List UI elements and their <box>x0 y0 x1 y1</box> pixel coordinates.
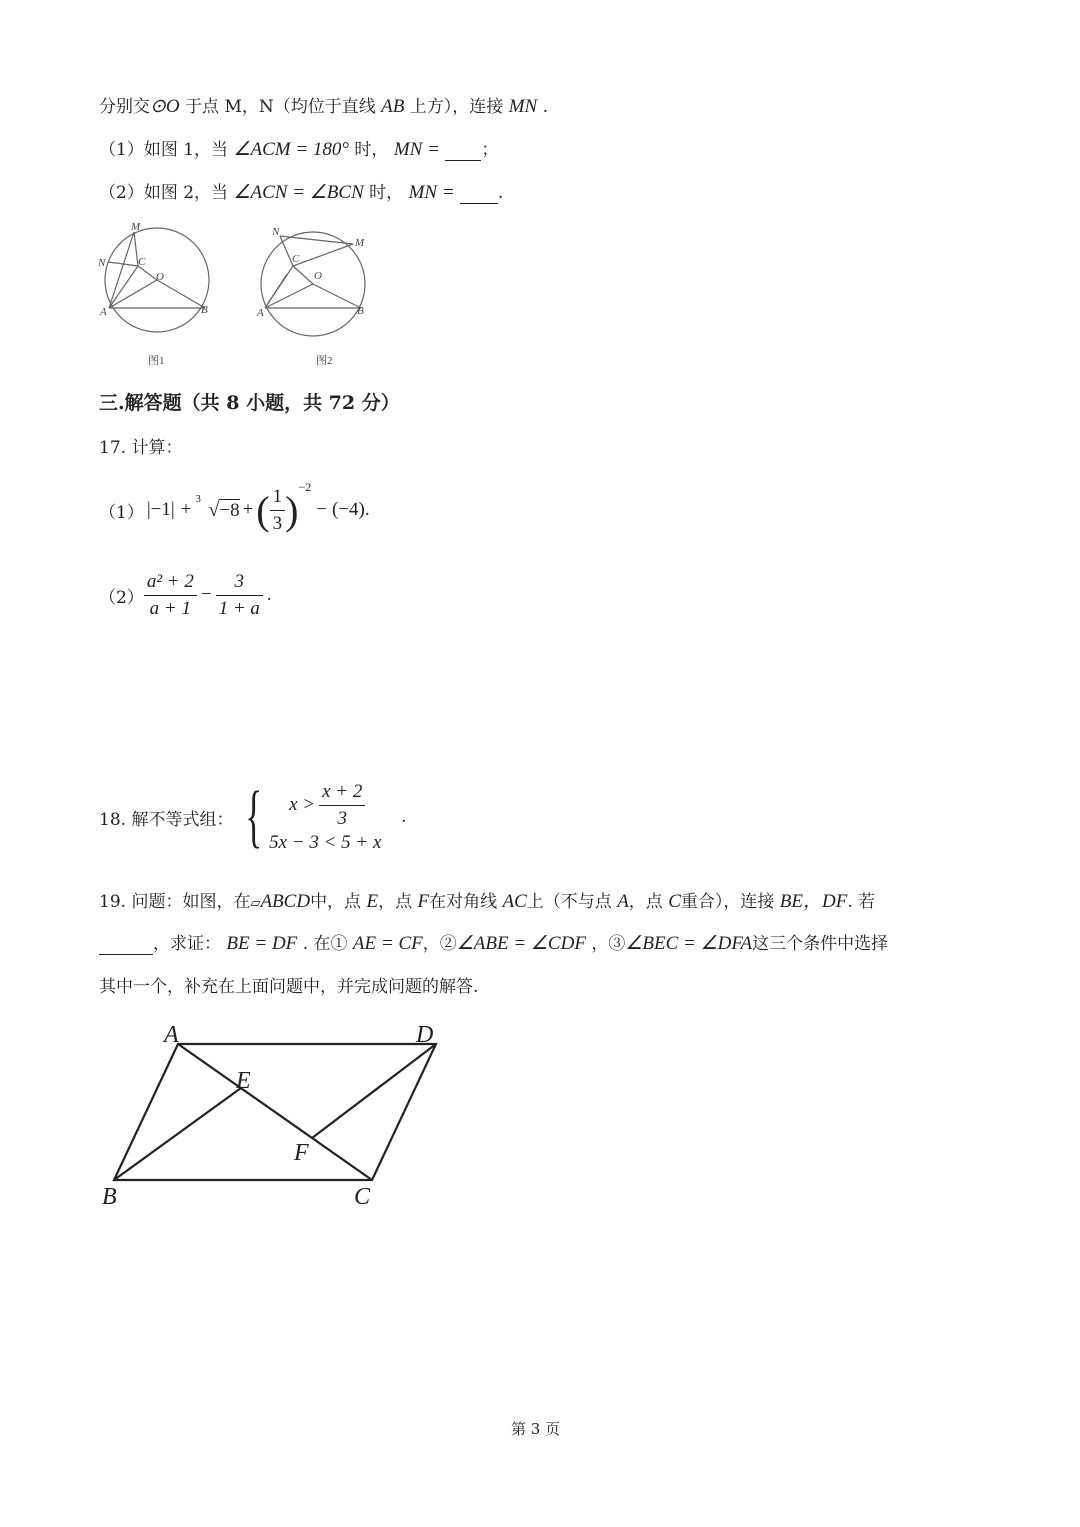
label-f: F <box>294 1140 309 1166</box>
fraction: $\frac{1}{3}$ <box>270 486 286 535</box>
figure-2-caption: 图2 <box>316 355 333 367</box>
figure-1-caption: 图1 <box>148 355 165 367</box>
q19-line2: ，求证： BE = DF . 在① AE = CF，②∠ABE = ∠CDF ，③∠BEC = ∠DFA这三个条件中选择 <box>99 929 888 955</box>
condition-blank[interactable] <box>99 934 153 955</box>
label-d: D <box>416 1022 434 1048</box>
page-number: 第 3 页 <box>511 1420 561 1438</box>
fraction: $\frac{\text{a² + 2}}{a + 1}$ <box>144 571 197 620</box>
q18: 18. 解不等式组： { x > $\frac{x + 2}{3}$ 5x − 3 < 5 + x . <box>99 778 407 855</box>
label-m: M <box>355 237 365 249</box>
cube-root: 3 √−8 <box>195 492 240 521</box>
figure-2-circle-diagram <box>250 218 380 373</box>
answer-blank[interactable] <box>460 183 498 204</box>
q16-part1: （1）如图 1，当 ∠ACM = 180° 时， MN = ； <box>99 139 499 160</box>
label-o: O <box>314 270 322 282</box>
parallelogram-figure <box>96 1018 456 1213</box>
q16-part2: （2）如图 2，当 ∠ACN = ∠BCN 时， MN = . <box>99 182 504 203</box>
label-c: C <box>138 256 146 268</box>
figure-1-circle-diagram <box>92 218 222 373</box>
brace: { <box>245 778 263 855</box>
label-e: E <box>236 1068 251 1094</box>
label-a: A <box>164 1022 179 1048</box>
label-a: A <box>257 307 264 319</box>
segment-be <box>114 1088 241 1180</box>
inequality-lines: x > $\frac{x + 2}{3}$ 5x − 3 < 5 + x <box>269 780 382 853</box>
q17-title: 17. 计算： <box>99 438 183 458</box>
label-n: N <box>272 226 280 238</box>
answer-blank[interactable] <box>445 140 481 161</box>
label-b: B <box>357 305 364 317</box>
label-c: C <box>354 1184 371 1210</box>
label-a: A <box>100 306 107 318</box>
intro-line: 分别交⊙O 于点 M，N（均位于直线 AB 上方），连接 MN . <box>99 96 549 117</box>
label-o: O <box>156 271 164 283</box>
section-heading: 三.解答题（共 8 小题，共 72 分） <box>99 392 400 414</box>
q17-part1: （1） |−1| + 3 √−8 + ( $\frac{1}{3}$ ) $^{-2}$ − (−4) . <box>99 480 370 534</box>
q19-line1: 19. 问题：如图，在▱ABCD中，点 E，点 F在对角线 AC上（不与点 A，点 C重合），连接 BE，DF. 若 <box>99 891 876 912</box>
label-b: B <box>102 1184 117 1210</box>
fraction: $\frac{x + 2}{3}$ <box>319 781 365 830</box>
q17-part2: （2） $\frac{\text{a² + 2}}{a + 1}$ − $\frac{3}{1 + a}$ . <box>99 570 272 619</box>
q19-line3: 其中一个，补充在上面问题中，并完成问题的解答. <box>99 977 479 997</box>
label-n: N <box>98 257 106 269</box>
label-b: B <box>201 304 208 316</box>
fraction: $\frac{3}{1 + a}$ <box>216 571 263 620</box>
label-c: C <box>292 253 300 265</box>
segment-df <box>312 1044 436 1138</box>
label-m: M <box>131 221 141 233</box>
